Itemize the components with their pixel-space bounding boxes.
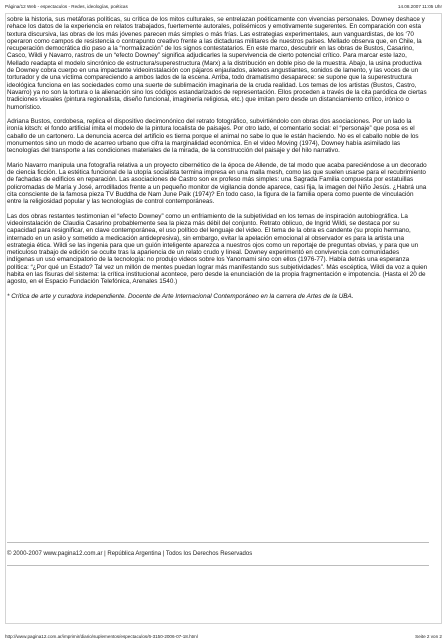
print-header-datetime: 14.08.2007 11:05 Uhr — [397, 3, 442, 9]
article-paragraph: Las dos obras restantes testimonian el “efecto Downey” como un enfriamiento de la subjetividad en los temas de inspiración autobiográfica. La videoinstalación de Claudia Casarino probablemente sea la pieza más débil del conjunto. Retrato oblicuo, de Ingrid Wildi, se destaca por su capacidad para resignificar, en clave contemporánea, el uso político del lenguaje del video. El tema de la obra es candente (su propio hermano, internado en un asilo y sometido a medicación antidepresiva), sin embargo, evitar la apelación emocional al observador es para la artista una estrategia ética. Wildi se las ingenia para que un guión inteligente aparezca a nuestros ojos como un reportaje de preguntas obvias, y para que un meticuloso trabajo de edición se oculte tras la apariencia de un relato crudo y lineal. Downey experimentó en convivencia con comunidades indígenas un uso emancipatorio de la tecnología: no produjo videos sobre los Yanomami sino con ellos (1976-77). Había detrás una esperanza política: “¿Por qué un Estado? Tal vez un millón de mentes puedan lograr más manifestando sus subjetividades”. Más escéptica, Wildi da voz a quien habita en las fisuras del sistema: la crítica institucional acontece, pero desde la enunciación de la propia fragmentación e impotencia. (Hasta el 20 de agosto, en el Espacio Fundación Telefónica, Arenales 1540.) — [7, 212, 428, 286]
article-paragraph: Adriana Bustos, cordobesa, replica el dispositivo decimonónico del retrato fotográfico, subvirtiéndolo con obras dos asociaciones. Por un lado la ironía kitsch: el fondo artificial imita el modelo de la pintura localista de paisajes. Por otro lado, el comentario social: el “personaje” que posa es el caballo de un cartonero. La denuncia acerca del artificio es tierna porque el animal no sabe lo que le están haciendo. No es el caballo noble de los monumentos sino un modo de acarreo urbano que cifra la marginalidad económica. En el video Moving (1974), Downey había asimilado las tecnologías del transporte a las condiciones materiales de la mirada, de la construcción del paisaje y del hilo narrativo. — [7, 118, 419, 155]
print-footer-url: http://www.pagina12.com.ar/imprimir/diario/suplementos/espectaculos/6-3150-2006-07-18.html — [5, 633, 198, 639]
print-footer — [5, 632, 442, 640]
footer-divider-top — [7, 542, 429, 543]
article-paragraph: Mario Navarro manipula una fotografía relativa a un proyecto cibernético de la época de Allende, de tal modo que acaba pareciéndose a un decorado de ciencia ficción. La estética funcional de la utopía socialista termina impresa en una malla mesh, como las que suelen usarse para el recubrimiento de fachadas de edificios en reparación. Las asociaciones de Castro son ex profeso más simples: una Sagrada Familia compuesta por estatuillas policromadas de María y José, arrodillados frente a un pequeño monitor de vigilancia donde aparece, casi fija, la imagen del Niño Jesús. ¿Habrá una cita consciente de la famosa pieza TV Buddha de Nam June Paik (1974)? En todo caso, la figura de la familia opera como puente de vinculación entre la religiosidad popular y las tecnologías de control contemporáneas. — [7, 161, 427, 206]
footer-divider-bottom — [7, 565, 429, 566]
author-note: * Crítica de arte y curadora independiente. Docente de Arte Internacional Contemporáneo en la carrera de Artes de la UBA. — [7, 292, 354, 300]
print-header — [5, 2, 442, 10]
article-body — [7, 16, 428, 307]
print-header-title: Página/12 Web - espectaculos - Redes, ideologías, poéticas — [5, 3, 128, 9]
footer-copyright: © 2000-2007 www.pagina12.com.ar | República Argentina | Todos los Derechos Reservados — [7, 551, 253, 557]
print-footer-page: Seite 2 von 2 — [415, 633, 442, 639]
article-paragraph: sobre la historia, sus metáforas políticas, su crítica de los mitos culturales, se entrelazan poéticamente con vivencias personales. Downey deshace y rehace los datos de la experiencia en relatos trabajados, fuertemente autorales, polisémicos y emotivamente sugerentes. En comparación con esta textura discursiva, las obras de los más jóvenes parecen más simples o más frías. Las estrategias experimentales, aun vanguardistas, de los ‘70 operaron como campos de resistencia o contrapunto creativo frente a las dictaduras militares de nuestros países. Mellado observa que, en Chile, la recuperación democrática dio paso a la “normalización” de los signos contestatarios. En este marco, descubrir en las obras de Bustos, Casarino, Casco, Wildi y Navarro, rastros de un “efecto Downey” significa adjudicarles la supervivencia de cierto potencial crítico. Para marcar este lazo, Mellado readapta el modelo sincrónico de estructura/superestructura (Marx) a la distribución en doble piso de la muestra. Abajo, la usina productiva de Downey cobra cuerpo en una impactante videoinstalación con pájaros enjaulados, aleteos angustiantes, sonidos de lamento, y las voces de un torturador y de una víctima compareciendo a ambos lados de la escena. Arriba, todo dramatismo desaparece: se supone que la superestructura ideológica funciona en las sociedades como una suerte de sublimación imaginaria de la cruda realidad. Los temas de los artistas (Bustos, Castro, Navarro) ya no son la tortura o la alienación sino los códigos estandarizados de representación. Ellos proceden a través de la cita paródica de ciertas tradiciones visuales (pintura regionalista, diseño funcional, imaginería religiosa, etc.) que imitan pero desde un distanciamiento crítico, irónico o humorístico. — [7, 16, 427, 111]
